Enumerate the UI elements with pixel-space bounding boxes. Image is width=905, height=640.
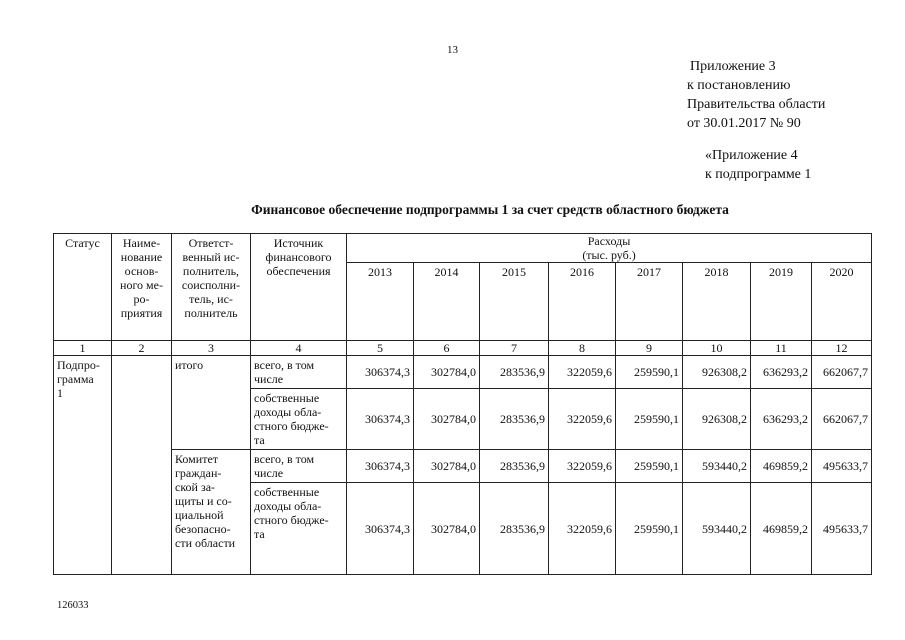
header-year: 2016 — [549, 263, 616, 341]
appendix-4-line: к подпрограмме 1 — [705, 167, 812, 182]
value-cell: 302784,0 — [414, 450, 480, 483]
source-cell: собственные доходы обла- стного бюдже- та — [251, 483, 347, 575]
value-cell: 283536,9 — [480, 356, 549, 389]
header-year: 2014 — [414, 263, 480, 341]
value-cell: 469859,2 — [751, 483, 812, 575]
footer-code: 126033 — [57, 600, 89, 611]
numbering-row — [54, 341, 872, 356]
header-year: 2020 — [812, 263, 872, 341]
header-year: 2018 — [683, 263, 751, 341]
header-expenses-unit: (тыс. руб.) — [582, 248, 636, 262]
value-cell: 283536,9 — [480, 450, 549, 483]
value-cell: 322059,6 — [549, 450, 616, 483]
column-number: 6 — [414, 341, 480, 356]
appendix-3-line: Правительства области — [687, 97, 826, 112]
appendix-4-block — [705, 146, 811, 184]
value-cell: 306374,3 — [347, 356, 414, 389]
header-row — [54, 234, 872, 263]
value-cell: 495633,7 — [812, 450, 872, 483]
responsible-cell: итого — [172, 356, 251, 450]
appendix-3-line: к постановлению — [687, 78, 791, 93]
column-number: 8 — [549, 341, 616, 356]
value-cell: 302784,0 — [414, 483, 480, 575]
header-year: 2017 — [616, 263, 683, 341]
status-cell: Подпро- грамма 1 — [54, 356, 112, 575]
value-cell: 495633,7 — [812, 483, 872, 575]
appendix-3-block — [687, 57, 825, 133]
appendix-3-date: от 30.01.2017 № 90 — [687, 116, 801, 131]
table-row — [54, 450, 872, 483]
column-number: 9 — [616, 341, 683, 356]
value-cell: 662067,7 — [812, 356, 872, 389]
value-cell: 306374,3 — [347, 389, 414, 450]
value-cell: 306374,3 — [347, 483, 414, 575]
appendix-3-title: Приложение 3 — [690, 59, 776, 74]
header-year: 2019 — [751, 263, 812, 341]
value-cell: 283536,9 — [480, 483, 549, 575]
document-title: Финансовое обеспечение подпрограммы 1 за счет средств областного бюджета — [251, 202, 729, 217]
value-cell: 322059,6 — [549, 389, 616, 450]
value-cell: 322059,6 — [549, 483, 616, 575]
responsible-cell: Комитет граждан- ской за- щиты и со- циальной безопасно- сти области — [172, 450, 251, 575]
column-number: 12 — [812, 341, 872, 356]
column-number: 11 — [751, 341, 812, 356]
header-source: Источник финансового обеспечения — [251, 234, 347, 341]
name-cell — [112, 356, 172, 575]
header-name: Наиме- нование основ- ного ме- ро- приятия — [112, 234, 172, 341]
value-cell: 259590,1 — [616, 483, 683, 575]
column-number: 7 — [480, 341, 549, 356]
value-cell: 593440,2 — [683, 483, 751, 575]
value-cell: 636293,2 — [751, 389, 812, 450]
header-expenses — [347, 234, 872, 263]
value-cell: 302784,0 — [414, 356, 480, 389]
header-expenses-label: Расходы — [587, 234, 631, 248]
source-cell: всего, в том числе — [251, 450, 347, 483]
header-status: Статус — [54, 234, 112, 341]
value-cell: 926308,2 — [683, 389, 751, 450]
value-cell: 593440,2 — [683, 450, 751, 483]
value-cell: 302784,0 — [414, 389, 480, 450]
value-cell: 322059,6 — [549, 356, 616, 389]
column-number: 1 — [54, 341, 112, 356]
value-cell: 259590,1 — [616, 450, 683, 483]
value-cell: 636293,2 — [751, 356, 812, 389]
column-number: 4 — [251, 341, 347, 356]
source-cell: собственные доходы обла- стного бюдже- та — [251, 389, 347, 450]
header-responsible: Ответст- венный ис- полнитель, соисполни- тель, ис- полнитель — [172, 234, 251, 341]
header-year: 2015 — [480, 263, 549, 341]
column-number: 10 — [683, 341, 751, 356]
column-number: 2 — [112, 341, 172, 356]
table-row — [54, 356, 872, 389]
value-cell: 259590,1 — [616, 389, 683, 450]
page-number: 13 — [447, 44, 458, 56]
appendix-4-title: «Приложение 4 — [705, 148, 798, 163]
column-number: 3 — [172, 341, 251, 356]
value-cell: 259590,1 — [616, 356, 683, 389]
value-cell: 469859,2 — [751, 450, 812, 483]
value-cell: 926308,2 — [683, 356, 751, 389]
value-cell: 306374,3 — [347, 450, 414, 483]
value-cell: 283536,9 — [480, 389, 549, 450]
finance-table — [53, 233, 872, 575]
header-year: 2013 — [347, 263, 414, 341]
source-cell: всего, в том числе — [251, 356, 347, 389]
value-cell: 662067,7 — [812, 389, 872, 450]
column-number: 5 — [347, 341, 414, 356]
